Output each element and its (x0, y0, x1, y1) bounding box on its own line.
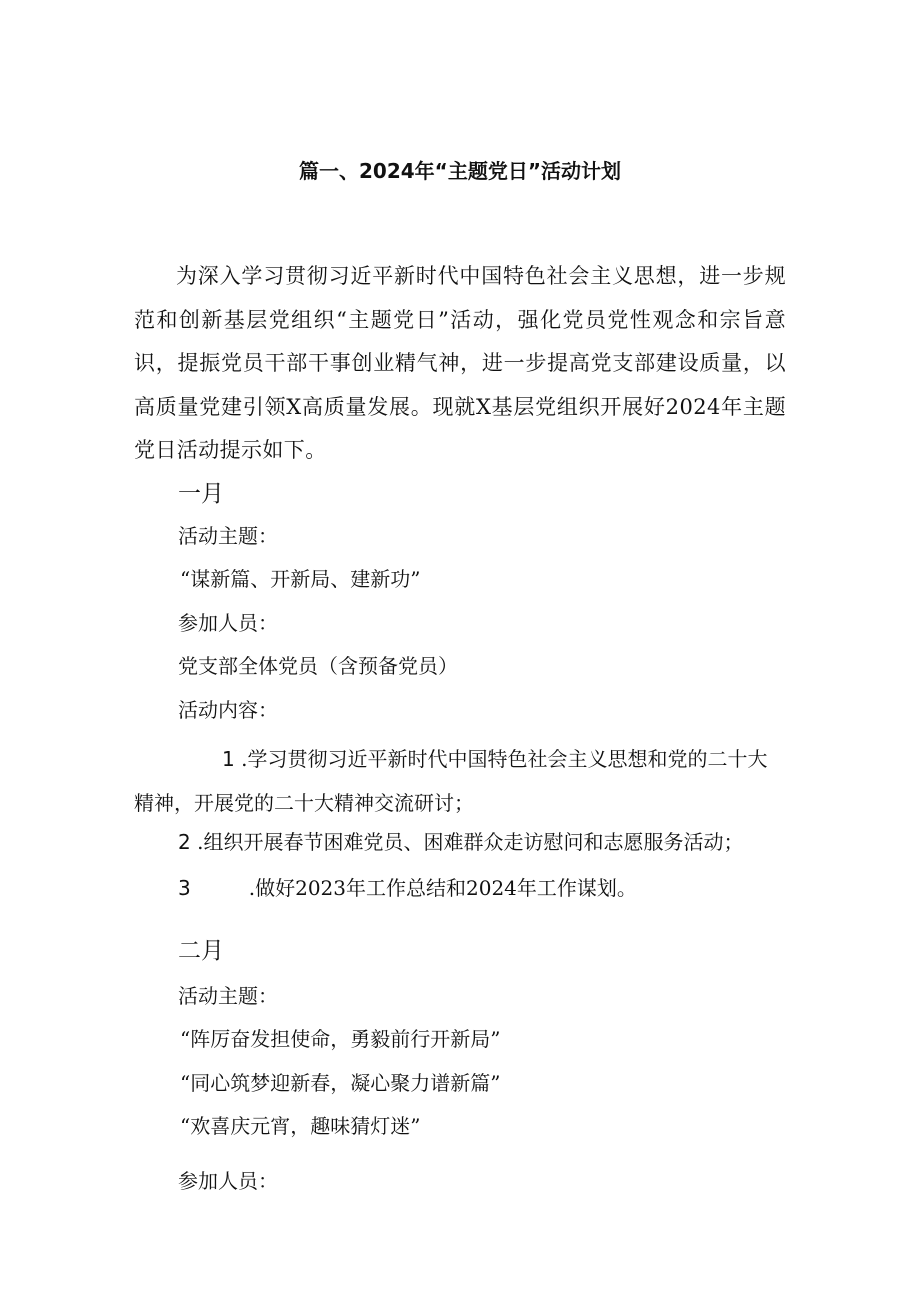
item-number: 1 (222, 747, 235, 771)
january-participants: 党支部全体党员（含预备党员） (178, 654, 458, 678)
january-heading: 一月 (178, 481, 224, 507)
february-theme-3: “欢喜庆元宵，趣味猜灯迷” (180, 1114, 421, 1138)
item-number: 2 (178, 830, 191, 854)
february-participants-label: 参加人员： (178, 1169, 278, 1193)
january-theme-label: 活动主题： (178, 524, 278, 548)
february-theme-2: “同心筑梦迎新春，凝心聚力谱新篇” (180, 1071, 501, 1095)
february-theme-label: 活动主题： (178, 984, 278, 1008)
activity-item-1 (134, 737, 780, 825)
item-text: 做好2023年工作总结和2024年工作谋划。 (255, 876, 637, 900)
february-theme-1: “阵厉奋发担使命，勇毅前行开新局” (180, 1027, 501, 1051)
document-title: 篇一、2024年“主题党日”活动计划 (299, 159, 621, 183)
item-text: 组织开展春节困难党员、困难群众走访慰问和志愿服务活动； (203, 830, 744, 854)
january-content-label: 活动内容： (178, 698, 278, 722)
item-mark: . (241, 747, 248, 771)
intro-paragraph: 为深入学习贯彻习近平新时代中国特色社会主义思想，进一步规范和创新基层党组织“主题党日”活动，强化党员党性观念和宗旨意识，提振党员干部干事创业精气神，进一步提高党支部建设质量，以高质量党建引领X高质量发展。现就X基层党组织开展好2024年主题党日活动提示如下。 (134, 264, 786, 462)
activity-item-2 (178, 827, 743, 857)
february-heading: 二月 (178, 938, 224, 964)
item-text: 学习贯彻习近平新时代中国特色社会主义思想和党的二十大精神，开展党的二十大精神交流研讨； (134, 747, 768, 815)
item-mark: . (197, 830, 204, 854)
january-participants-label: 参加人员： (178, 611, 278, 635)
january-theme: “谋新篇、开新局、建新功” (180, 567, 421, 591)
item-mark: . (248, 876, 256, 900)
activity-item-3 (178, 873, 637, 903)
item-number: 3 (178, 876, 191, 900)
